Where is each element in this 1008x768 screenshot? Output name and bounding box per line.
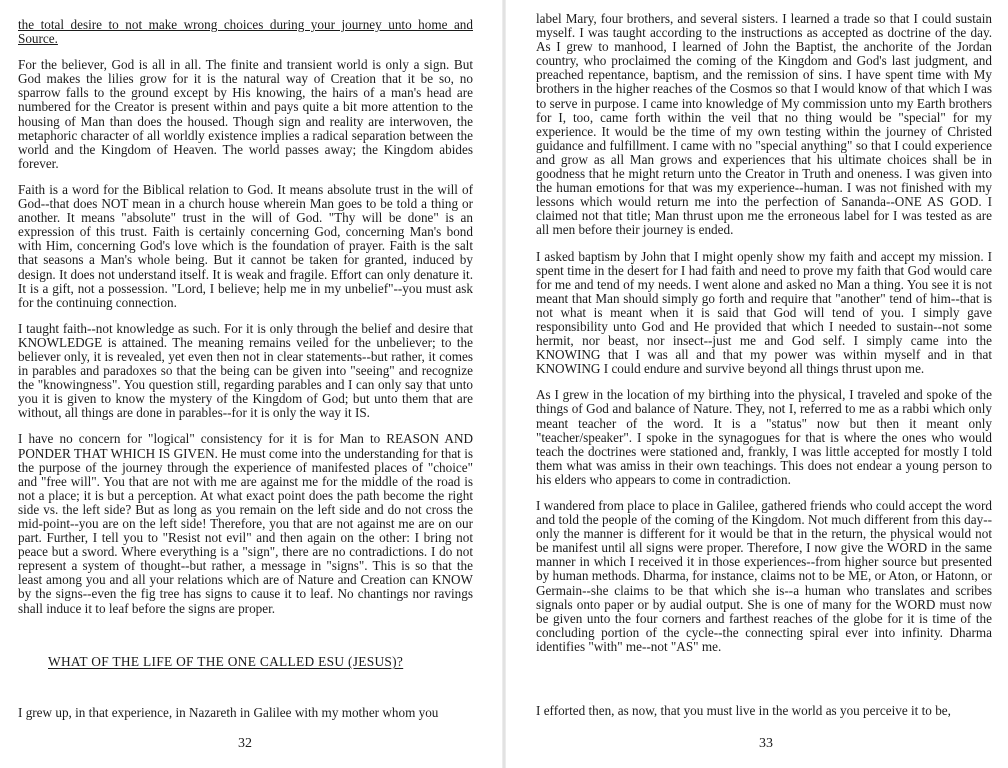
paragraph: label Mary, four brothers, and several sisters. I learned a trade so that I could sustain myself. I was taught according to the instructions as accepted as doctrine of the day. As I grew to manhood, I learned of John the Baptist, the anchorite of the Jordan country, who proclaimed the coming of the Kingdom and God's last judgment, and preached repentance, baptism, and the remission of sins. I have spent time with My brothers in the higher reaches of the Cosmos so that I would know of that which I was to serve in purpose. I came into knowledge of My commission unto my Earth brothers for I, too, came forth within the veil that no thing would be "special" for my experience. It would be the time of my own testing within the journey of Christed guidance and fulfillment. I came with no "special anything" so that I could experience and grow as all Man grows and experiences that his ultimate choices shall be in goodness that he might return unto the Creator in Truth and oneness. I was given into the human emotions for that was my experience--human. I was not finished with my lessons which would return me into the perfection of Sananda--ONE AS GOD. I claimed not that title; Man thrust upon me the erroneous label for I was tested as are all men before their journey is ended. [536, 11, 992, 238]
section-heading: WHAT OF THE LIFE OF THE ONE CALLED ESU (JESUS)? [48, 654, 404, 669]
paragraph: I wandered from place to place in Galilee, gathered friends who could accept the word and told the people of the coming of the Kingdom. Not much different from this day--only the manner is different for it would be that in the return, the physical would not be manifest until all signs were proper. Therefore, I now give the WORD in the same manner in which I received it in those experiences--from higher source but presented by human methods. Dharma, for instance, claims not to be ME, or Aton, or Hatonn, or Germain--she claims to be that which she is--a human who translates and scribes signals onto paper or by audial output. She is one of many for the WORD must now be given unto the four corners and farthest reaches of the globe for it is time of the concluding portion of the cycle--the connecting spiral ever into infinity. Dharma identifies "with" me--not "AS" me. [536, 498, 992, 654]
paragraph: I grew up, in that experience, in Nazareth in Galilee with my mother whom you [18, 705, 439, 720]
page-number: 32 [238, 736, 252, 751]
paragraph: As I grew in the location of my birthing into the physical, I traveled and spoke of the things of God and balance of Nature. They, not I, referred to me as a rabbi which only meant teacher of the word. It is a "status" now but then it meant only "teacher/speaker". I spoke in the synagogues for that is where the ones who would teach the doctrines were stationed and, frankly, I was little accepted for mostly I told them what was amiss in their own teachings. This does not endear a young person to his elders who appears to come in contradiction. [536, 387, 992, 487]
right-page [504, 0, 1008, 768]
paragraph: For the believer, God is all in all. The finite and transient world is only a sign. But God makes the lilies grow for it is the natural way of Creation that it be so, no sparrow falls to the ground except by His knowing, the hairs of a man's head are numbered for the Creator is present within and pays quite a bit more attention to the housing of Man than does the housed. Though sign and reality are interwoven, the metaphoric character of all worldly existence implies a radical separation between the world and the Kingdom of Heaven. The world passes away; the Kingdom abides forever. [18, 57, 473, 171]
paragraph: I asked baptism by John that I might openly show my faith and accept my mission. I spent time in the desert for I had faith and need to prove my faith that God would care for me and tend of my needs. I went alone and asked no Man a thing. You see it is not meant that Man should simply go forth and require that "another" tend of him--that is not what is meant when it is said that God will tend of you. I simply gave responsibility unto God and He provided that which I needed to sustain--not some hermit, nor beast, nor insect--just me and God self. I simply came into the KNOWING that I was all and that my power was within myself and in that KNOWING I could endure and survive beyond all things thrust upon me. [536, 248, 992, 377]
paragraph: the total desire to not make wrong choices during your journey unto home and Source. [18, 17, 473, 47]
paragraph: I have no concern for "logical" consistency for it is for Man to REASON AND PONDER THAT WHICH IS GIVEN. He must come into the understanding for that is the purpose of the journey through the experience of manifested places of "choice" and "free will". You that are not with me are against me for the middle of the road is not a place; it is but a perception. At what exact point does the path become the right side vs. the left side? But as long as you remain on the left side and do not cross the mid-point--you are on the left side! Therefore, you that are not against me are on our part. Further, I tell you to "Resist not evil" and then again on the other: I bring not peace but a sword. Where everything is a "sign", there are no contradictions. I do not represent a system of thought--but rather, a message in "signs". This is so that the least among you and all your relations which are of Nature and Creation can KNOW by the signs--even the fig tree has signs to cause it to leaf. No chantings nor ravings shall induce it to leaf before the signs are proper. [18, 431, 473, 616]
paragraph: I efforted then, as now, that you must live in the world as you perceive it to be, [536, 703, 951, 718]
paragraph: Faith is a word for the Biblical relation to God. It means absolute trust in the will of God--that does NOT mean in a church house wherein Man goes to be told a thing or another. It means "absolute" trust in the will of God. "Thy will be done" is an expression of this trust. Faith is certainly concerning God, concerning Man's bond with Him, concerning God's love which is the foundation of prayer. Faith is the salt that seasons a Man's whole being. But it cannot be taken for granted, induced by design. It does not understand itself. It is weak and fragile. Effort can only denature it. It is a gift, not a possession. "Lord, I believe; help me in my unbelief"--you must ask for the continuing connection. [18, 181, 473, 310]
left-page-body [18, 18, 473, 628]
page-number: 33 [759, 736, 773, 751]
right-page-body [536, 12, 992, 666]
paragraph: I taught faith--not knowledge as such. For it is only through the belief and desire that KNOWLEDGE is attained. The meaning remains veiled for the unbeliever; to the believer only, it is revealed, yet even then not in clear statements--but rather, it comes in parables and paradoxes so that the being can be given into "seeing" and recognize the "knowingness". You question still, regarding parables and I can only say that unto you it is given to know the mystery of the Kingdom of God; but unto them that are without, all things are done in parables--for it is only the way it IS. [18, 320, 473, 421]
